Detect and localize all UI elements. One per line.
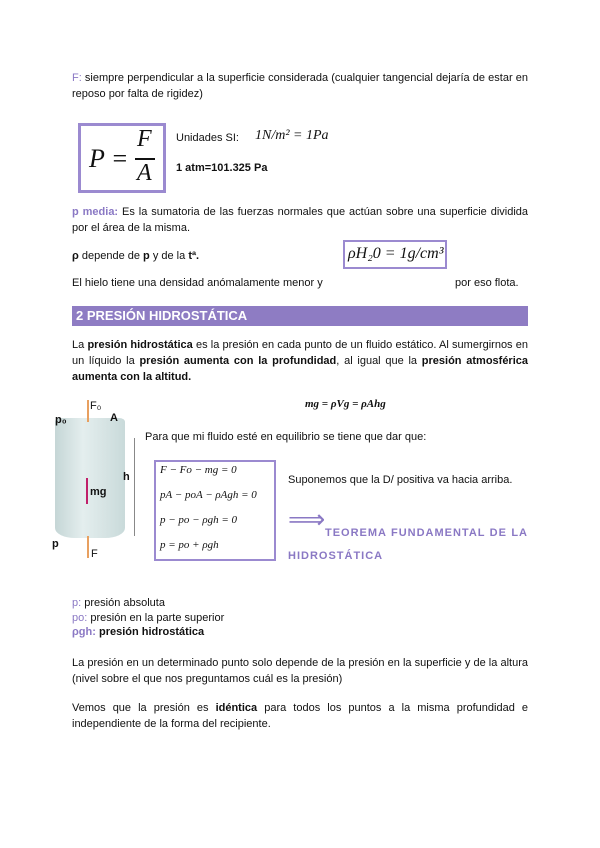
text: Es la sumatoria de las fuerzas normales que actúan sobre una superficie dividida por el área de la misma.: [72, 206, 529, 234]
height-line: [134, 438, 135, 536]
label-h: h: [123, 471, 130, 483]
label-f0: F₀: [90, 400, 102, 412]
formula-lhs: P =: [89, 144, 129, 173]
formula-pressure-box: [78, 123, 166, 193]
t: presión hidrostática: [95, 626, 205, 638]
ice-text: El hielo tiene una densidad anómalamente menor y: [72, 277, 323, 289]
cylinder-figure: [38, 398, 138, 558]
atm-value: 1 atm=101.325 Pa: [176, 162, 268, 174]
equation: F − Fo − mg = 0: [160, 464, 237, 476]
text: siempre perpendicular a la superficie considerada (cualquier tangencial dejaría de estar en reposo por falta de rigidez): [72, 72, 528, 100]
units-formula: 1N/m² = 1Pa: [255, 128, 329, 143]
definitions-list: [72, 596, 224, 640]
t: ρ: [72, 250, 79, 262]
label-a: A: [110, 412, 118, 424]
term-label: F:: [72, 72, 82, 84]
equation: p = po + ρgh: [160, 539, 219, 551]
equation: pA − poA − ρAgh = 0: [160, 489, 257, 501]
paragraph-hydrostatic: [72, 337, 528, 385]
arrow-f0: [87, 400, 89, 422]
paragraph-p-media: [72, 204, 528, 236]
water-density-formula: ρH₂0 = 1g/cm³: [348, 245, 444, 262]
definition: [72, 596, 224, 611]
label-p0: p₀: [55, 414, 67, 426]
definition: [72, 625, 224, 640]
formula-num: F: [137, 126, 152, 152]
paragraph-depth: La presión en un determinado punto solo depende de la presión en la superficie y de la altura (nivel sobre el que nos preguntamos cuál es la presión): [72, 657, 528, 685]
label-p: p: [52, 538, 59, 550]
t: depende de: [78, 250, 144, 262]
implies-arrow-icon: ⟹: [288, 504, 326, 534]
label-f: F: [91, 548, 98, 560]
mg-formula: mg = ρVg = ρAhg: [305, 398, 386, 410]
t: po:: [72, 611, 88, 624]
theorem-title-2: HIDROSTÁTICA: [288, 550, 384, 562]
section-heading: 2 PRESIÓN HIDROSTÁTICA: [72, 306, 528, 326]
t: presión atmosférica aumenta con la altitud.: [72, 355, 529, 383]
paragraph-identical: [72, 700, 528, 732]
definition: [72, 611, 224, 626]
t: La: [72, 339, 88, 351]
t: idéntica: [215, 702, 258, 714]
theorem-title: TEOREMA FUNDAMENTAL DE LA: [325, 527, 528, 539]
t: es la presión en cada punto de un fluido estático. Al sumergirnos en un líquido la: [72, 339, 529, 367]
arrow-f: [87, 536, 89, 558]
t: tª.: [188, 250, 200, 262]
t: y de la: [149, 250, 189, 262]
t: ρgh:: [72, 626, 96, 638]
formula-water-density-box: [343, 240, 447, 269]
paragraph-density: [72, 248, 528, 264]
t: para todos los puntos a la misma profundidad e independiente de la forma del recipiente.: [72, 702, 528, 730]
t: , al igual que la: [336, 355, 422, 367]
equilibrium-text: Para que mi fluido esté en equilibrio se tiene que dar que:: [145, 431, 427, 443]
equation: p − po − ρgh = 0: [160, 514, 238, 526]
t: p:: [72, 597, 82, 609]
ice-text-end: por eso flota.: [455, 277, 519, 289]
t: p: [143, 250, 150, 262]
paragraph-force: [72, 70, 528, 102]
cylinder-shape: [55, 418, 125, 538]
label-mg: mg: [90, 486, 107, 498]
assumption-text: Suponemos que la D/ positiva va hacia arriba.: [288, 474, 513, 486]
formula-den: A: [137, 160, 152, 186]
term-label: p media:: [72, 206, 119, 218]
arrow-mg: [86, 478, 88, 504]
t: presión aumenta con la profundidad: [139, 355, 337, 367]
equations-box: [154, 460, 276, 561]
t: presión hidrostática: [87, 339, 193, 351]
t: presión en la parte superior: [87, 611, 225, 624]
t: Vemos que la presión es: [72, 702, 216, 714]
t: presión absoluta: [81, 597, 165, 609]
units-label: Unidades SI:: [176, 132, 239, 144]
